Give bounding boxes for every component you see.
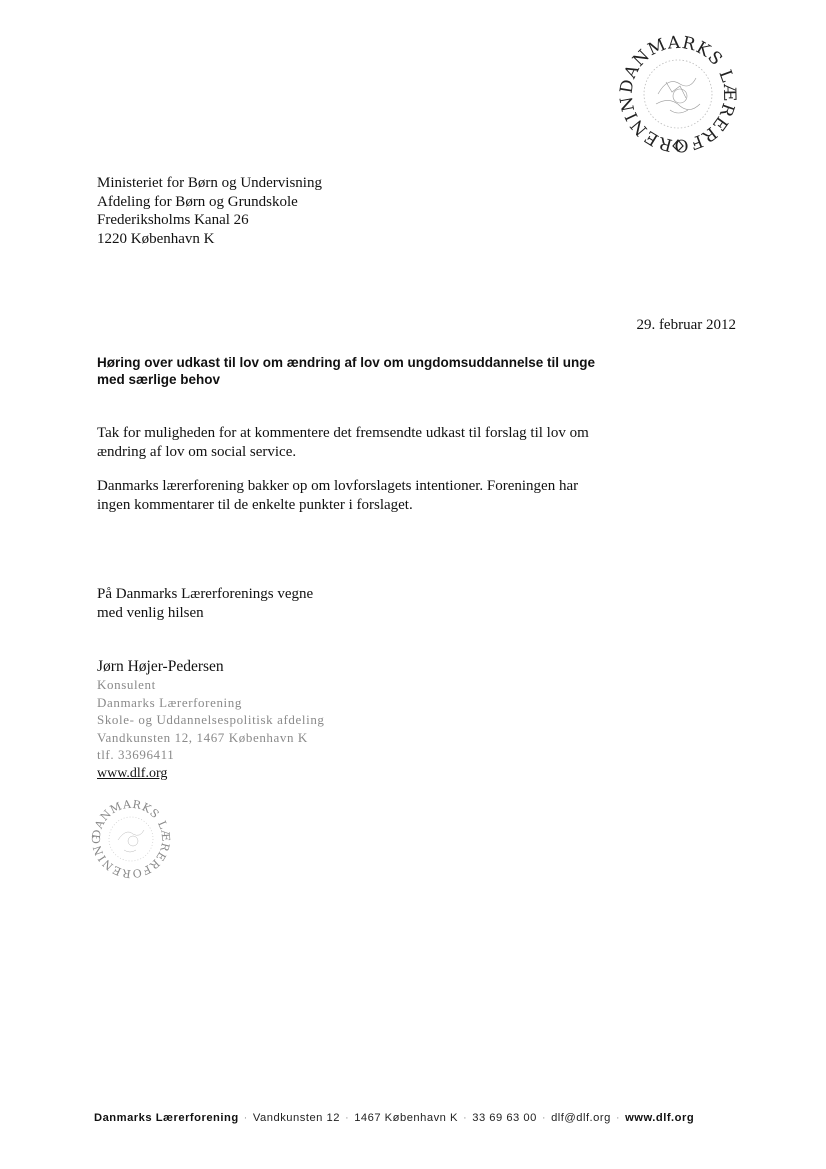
footer-city: 1467 København K: [354, 1112, 458, 1124]
letter-date: 29. februar 2012: [636, 317, 736, 333]
closing-line-1: På Danmarks Lærerforenings vegne: [97, 586, 314, 602]
closing: [97, 585, 313, 622]
signer-department: Skole- og Uddannelsespolitisk afdeling: [97, 712, 325, 728]
footer-phone: 33 69 63 00: [472, 1112, 537, 1124]
signer-address: Vandkunsten 12, 1467 København K: [97, 729, 308, 745]
recipient-line-1: Ministeriet for Børn og Undervisning: [97, 175, 322, 191]
signer-organization: Danmarks Lærerforening: [97, 694, 242, 710]
body-paragraph-2: Danmarks lærerforening bakker op om lovforslagets intentioner. Foreningen har ingen kommentarer til de enkelte punkter i forslaget.: [97, 478, 579, 513]
svg-text:DANMARKS LÆRERFORENING: DANMARKS LÆRERFORENING: [90, 798, 172, 880]
website-link[interactable]: www.dlf.org: [97, 765, 168, 781]
footer-web[interactable]: www.dlf.org: [625, 1112, 695, 1124]
recipient-line-3: Frederiksholms Kanal 26: [97, 212, 249, 228]
footer-email[interactable]: dlf@dlf.org: [551, 1112, 611, 1124]
signer-name: Jørn Højer-Pedersen: [97, 658, 224, 675]
footer-street: Vandkunsten 12: [252, 1112, 340, 1124]
recipient-line-4: 1220 København K: [97, 230, 215, 247]
signer-phone: tlf. 33696411: [97, 747, 175, 763]
footer-org: Danmarks Lærerforening: [94, 1112, 239, 1124]
signer-title: Konsulent: [97, 677, 156, 692]
page-footer: Danmarks Lærerforening · Vandkunsten 12 · 1467 København K · 33 69 63 00 · dlf@dlf.org · www.dlf.org: [94, 1112, 695, 1124]
seal-logo-small: [90, 798, 172, 880]
svg-text:DANMARKS LÆRERFORENING: DANMARKS LÆRERFORENIN: [618, 34, 738, 154]
letter-subject: Høring over udkast til lov om ændring af lov om ungdomsuddannelse til unge med særlige behov: [97, 355, 596, 387]
recipient-line-2: Afdeling for Børn og Grundskole: [97, 193, 298, 210]
recipient-address: [97, 174, 322, 248]
signature-block: [97, 657, 325, 783]
body-paragraph-1: Tak for muligheden for at kommentere det fremsendte udkast til forslag til lov om ændring af lov om social service.: [97, 425, 589, 460]
seal-logo-top: [618, 34, 738, 154]
closing-line-2: med venlig hilsen: [97, 604, 204, 621]
